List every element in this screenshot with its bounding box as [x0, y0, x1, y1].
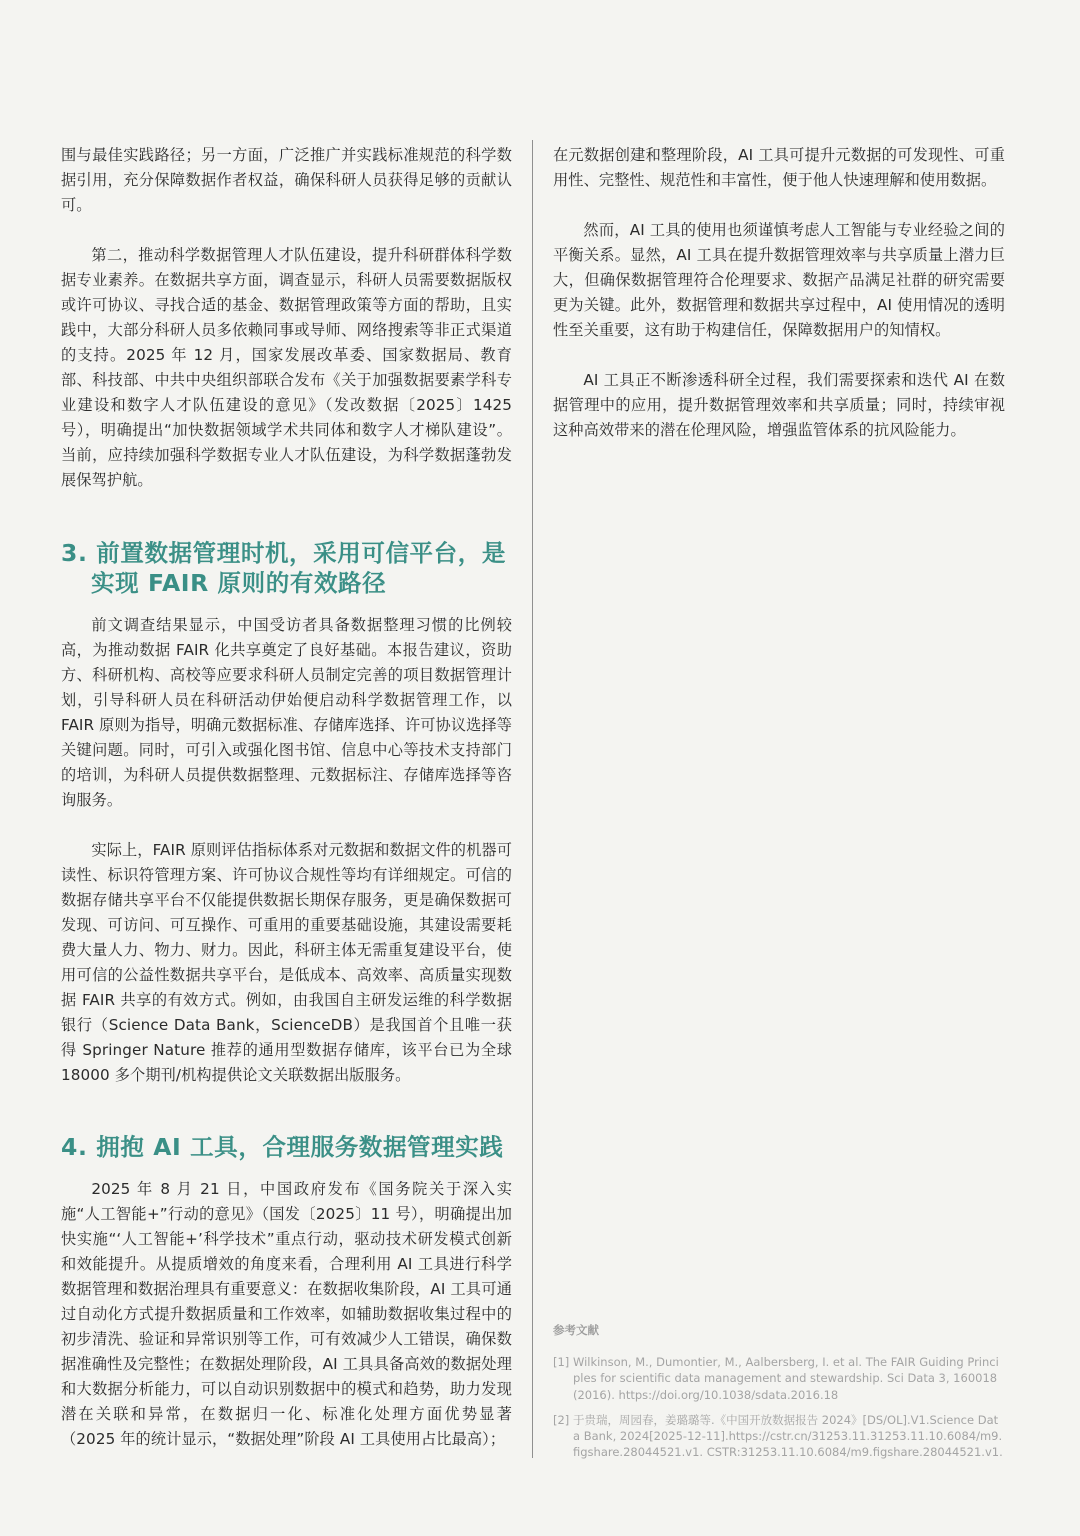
section-heading-4: 4. 拥抱 AI 工具，合理服务数据管理实践 — [61, 1133, 504, 1161]
left-column — [61, 143, 512, 1452]
references — [553, 1322, 1005, 1470]
right-column — [553, 143, 1005, 443]
paragraph-continuation: 围与最佳实践路径；另一方面，广泛推广并实践标准规范的科学数据引用，充分保障数据作者权益，确保科研人员获得足够的贡献认可。 — [61, 146, 512, 214]
reference-item: [2] 于贵瑞，周园春，姜璐璐等.《中国开放数据报告 2024》[DS/OL].V1.Science Data Bank, 2024[2025-12-11].https://cstr.cn/31253.11.31253.11.10.6084/m9.figshare.28044521.v1. CSTR:31253.11.10.6084/m9.figshare.28044521.v1. — [553, 1412, 1003, 1460]
paragraph-fair-platform: 实际上，FAIR 原则评估指标体系对元数据和数据文件的机器可读性、标识符管理方案、许可协议合规性等均有详细规定。可信的数据存储共享平台不仅能提供数据长期保存服务，更是确保数据可发现、可访问、可互操作、可重用的重要基础设施，其建设需要耗费大量人力、物力、财力。因此，科研主体无需重复建设平台，使用可信的公益性数据共享平台，是低成本、高效率、高质量实现数据 FAIR 共享的有效方式。例如，由我国自主研发运维的科学数据银行（Science Data Bank，ScienceDB）是我国首个且唯一获得 Springer Nature 推荐的通用型数据存储库，该平台已为全球 18000 多个期刊/机构提供论文关联数据出版服务。 — [61, 841, 512, 1084]
reference-item: [1] Wilkinson, M., Dumontier, M., Aalbersberg, I. et al. The FAIR Guiding Principles for scientific data management and stewardship. Sci Data 3, 160018 (2016). https://doi.org/10.1038/sdata.2016.18 — [553, 1355, 999, 1402]
paragraph-metadata-stage: 在元数据创建和整理阶段，AI 工具可提升元数据的可发现性、可重用性、完整性、规范性和丰富性，便于他人快速理解和使用数据。 — [553, 146, 1005, 189]
references-title: 参考文献 — [553, 1323, 599, 1337]
paragraph-survey-results: 前文调查结果显示，中国受访者具备数据整理习惯的比例较高，为推动数据 FAIR 化共享奠定了良好基础。本报告建议，资助方、科研机构、高校等应要求科研人员制定完善的项目数据管理计划，引导科研人员在科研活动伊始便启动科学数据管理工作，以 FAIR 原则为指导，明确元数据标准、存储库选择、许可协议选择等关键问题。同时，可引入或强化图书馆、信息中心等技术支持部门的培训，为科研人员提供数据整理、元数据标注、存储库选择等咨询服务。 — [61, 616, 512, 809]
column-divider — [532, 140, 533, 1458]
paragraph-ai-policy: 2025 年 8 月 21 日，中国政府发布《国务院关于深入实施“人工智能+”行动的意见》（国发〔2025〕11 号），明确提出加快实施“‘人工智能+’科学技术”重点行动，驱动技术研发模式创新和效能提升。从提质增效的角度来看，合理利用 AI 工具进行科学数据管理和数据治理具有重要意义：在数据收集阶段，AI 工具可通过自动化方式提升数据质量和工作效率，如辅助数据收集过程中的初步清洗、验证和异常识别等工作，可有效减少人工错误，确保数据准确性及完整性；在数据处理阶段，AI 工具具备高效的数据处理和大数据分析能力，可以自动识别数据中的模式和趋势，助力发现潜在关联和异常，在数据归一化、标准化处理方面优势显著（2025 年的统计显示，“数据处理”阶段 AI 工具使用占比最高）； — [61, 1180, 512, 1448]
section-heading-3: 3. 前置数据管理时机，采用可信平台，是实现 FAIR 原则的有效路径 — [61, 539, 506, 597]
paragraph-talent-building: 第二，推动科学数据管理人才队伍建设，提升科研群体科学数据专业素养。在数据共享方面，调查显示，科研人员需要数据版权或许可协议、寻找合适的基金、数据管理政策等方面的帮助，且实践中，大部分科研人员多依赖同事或导师、网络搜索等非正式渠道的支持。2025 年 12 月，国家发展改革委、国家数据局、教育部、科技部、中共中央组织部联合发布《关于加强数据要素学科专业建设和数字人才队伍建设的意见》（发改数据〔2025〕1425 号），明确提出“加快数据领域学术共同体和数字人才梯队建设”。当前，应持续加强科学数据专业人才队伍建设，为科学数据蓬勃发展保驾护航。 — [61, 246, 512, 489]
paragraph-ai-ethics: AI 工具正不断渗透科研全过程，我们需要探索和迭代 AI 在数据管理中的应用，提升数据管理效率和共享质量；同时，持续审视这种高效带来的潜在伦理风险，增强监管体系的抗风险能力。 — [553, 371, 1005, 439]
paragraph-ai-balance: 然而，AI 工具的使用也须谨慎考虑人工智能与专业经验之间的平衡关系。显然，AI 工具在提升数据管理效率与共享质量上潜力巨大，但确保数据管理符合伦理要求、数据产品满足社群的研究需要更为关键。此外，数据管理和数据共享过程中，AI 使用情况的透明性至关重要，这有助于构建信任，保障数据用户的知情权。 — [553, 221, 1005, 339]
